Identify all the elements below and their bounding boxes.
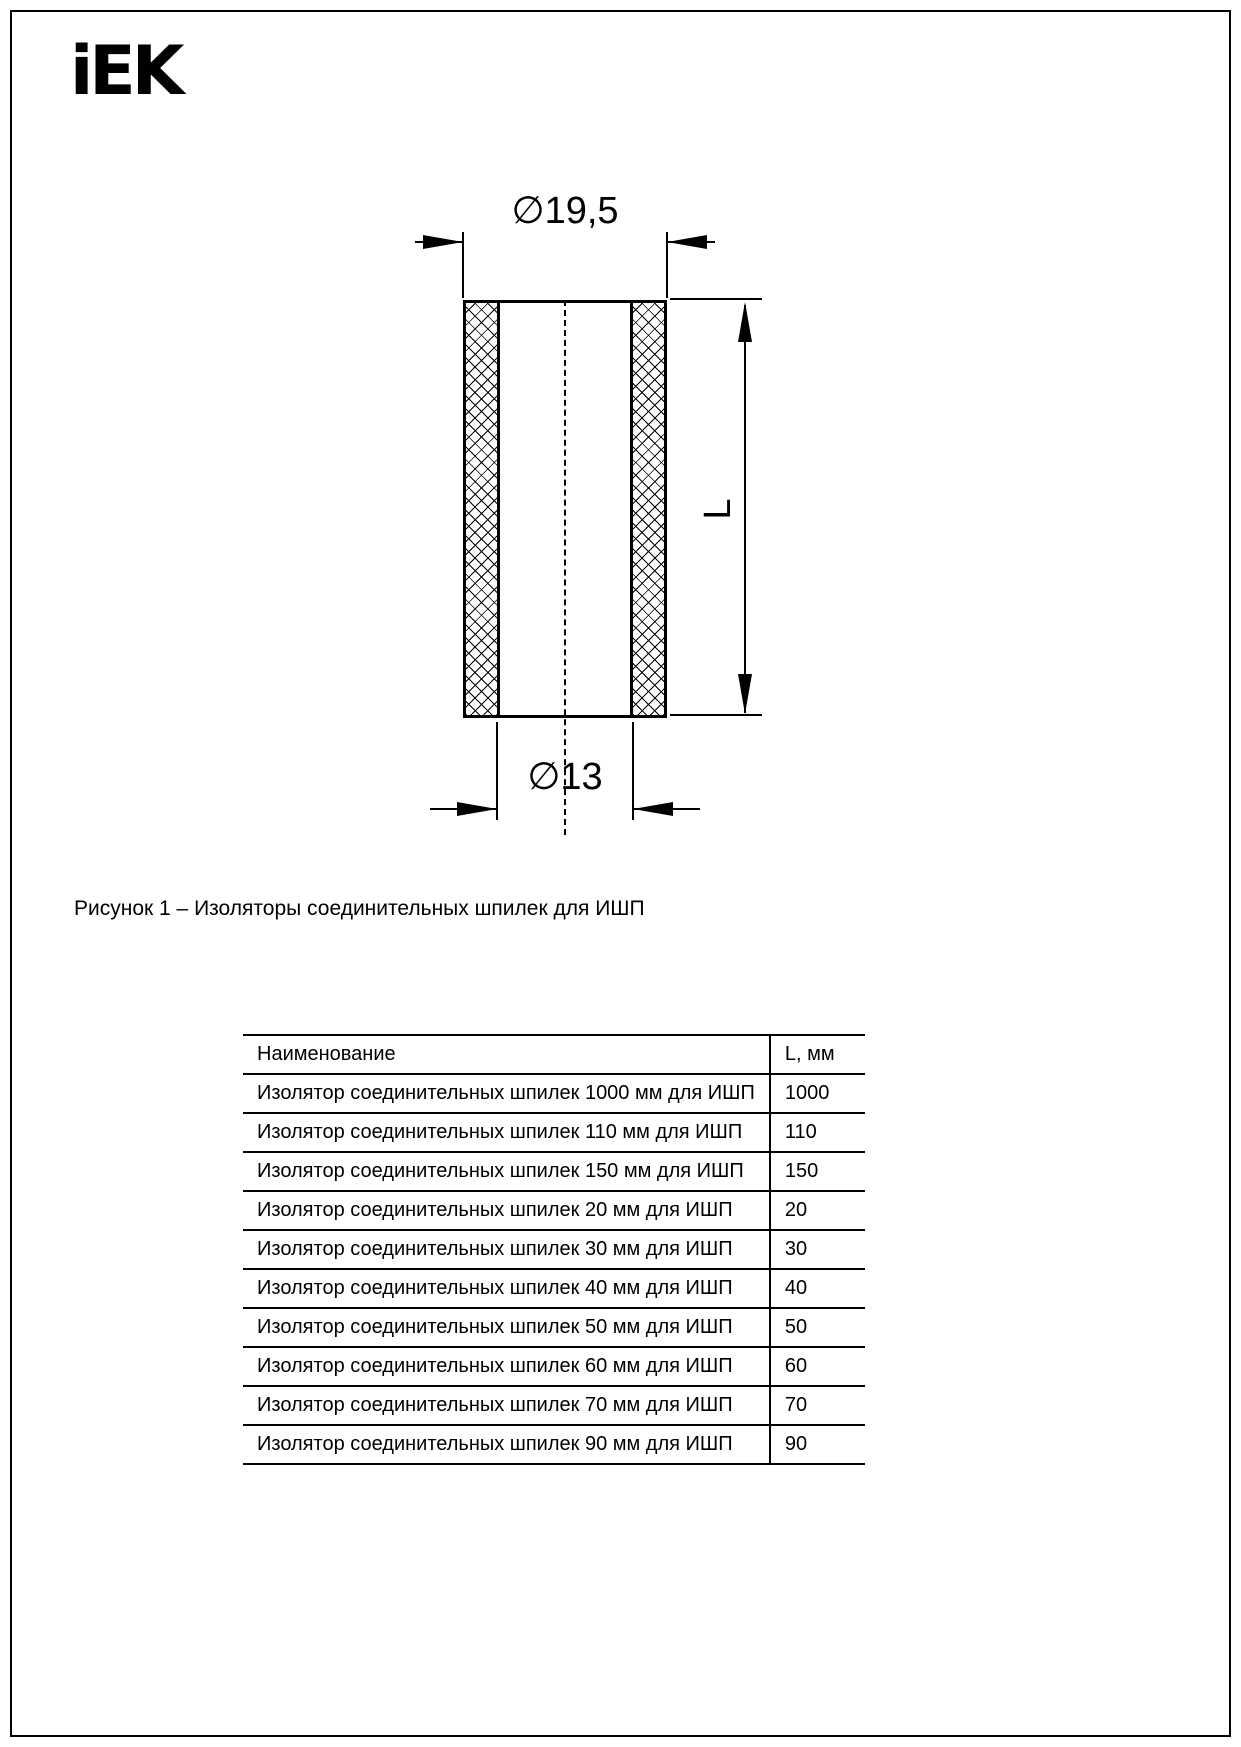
header-name: Наименование xyxy=(243,1035,770,1074)
table-row xyxy=(243,1230,865,1269)
dim-arrow-right-icon xyxy=(457,802,497,816)
length-value-cell: 40 xyxy=(770,1269,865,1308)
dim-arrow-up-icon xyxy=(738,302,752,342)
product-name-cell: Изолятор соединительных шпилек 40 мм для ИШП xyxy=(243,1269,770,1308)
product-name-cell: Изолятор соединительных шпилек 70 мм для ИШП xyxy=(243,1386,770,1425)
table-header-row xyxy=(243,1035,865,1074)
table-row xyxy=(243,1347,865,1386)
length-value-cell: 90 xyxy=(770,1425,865,1464)
table-row xyxy=(243,1074,865,1113)
length-value-cell: 110 xyxy=(770,1113,865,1152)
tube-wall-left-hatch xyxy=(463,300,500,718)
product-name-cell: Изолятор соединительных шпилек 60 мм для ИШП xyxy=(243,1347,770,1386)
table-row xyxy=(243,1269,865,1308)
length-value-cell: 70 xyxy=(770,1386,865,1425)
extension-line xyxy=(670,714,762,716)
product-name-cell: Изолятор соединительных шпилек 50 мм для ИШП xyxy=(243,1308,770,1347)
product-name-cell: Изолятор соединительных шпилек 110 мм для ИШП xyxy=(243,1113,770,1152)
table-row xyxy=(243,1386,865,1425)
product-name-cell: Изолятор соединительных шпилек 20 мм для ИШП xyxy=(243,1191,770,1230)
product-name-cell: Изолятор соединительных шпилек 90 мм для ИШП xyxy=(243,1425,770,1464)
product-name-cell: Изолятор соединительных шпилек 150 мм для ИШП xyxy=(243,1152,770,1191)
length-value-cell: 150 xyxy=(770,1152,865,1191)
extension-line xyxy=(670,298,762,300)
outer-diameter-label: ∅19,5 xyxy=(511,190,619,232)
dim-arrow-left-icon xyxy=(667,235,707,249)
table-row xyxy=(243,1425,865,1464)
length-value-cell: 20 xyxy=(770,1191,865,1230)
page-border xyxy=(10,10,1231,1737)
header-length: L, мм xyxy=(770,1035,865,1074)
inner-diameter-label: ∅13 xyxy=(527,756,603,798)
dim-arrow-left-icon xyxy=(633,802,673,816)
center-axis-line xyxy=(564,300,566,835)
dimension-line xyxy=(744,305,746,713)
table-row xyxy=(243,1113,865,1152)
length-label: L xyxy=(697,498,739,520)
iek-logo: iEK xyxy=(70,32,181,111)
table-row xyxy=(243,1308,865,1347)
product-name-cell: Изолятор соединительных шпилек 1000 мм для ИШП xyxy=(243,1074,770,1113)
product-name-cell: Изолятор соединительных шпилек 30 мм для ИШП xyxy=(243,1230,770,1269)
length-value-cell: 50 xyxy=(770,1308,865,1347)
length-value-cell: 1000 xyxy=(770,1074,865,1113)
tube-wall-right-hatch xyxy=(630,300,667,718)
figure-caption: Рисунок 1 – Изоляторы соединительных шпилек для ИШП xyxy=(74,897,645,920)
length-value-cell: 30 xyxy=(770,1230,865,1269)
dim-arrow-down-icon xyxy=(738,674,752,714)
spec-table xyxy=(243,1034,865,1465)
table-row xyxy=(243,1152,865,1191)
dim-arrow-right-icon xyxy=(423,235,463,249)
length-value-cell: 60 xyxy=(770,1347,865,1386)
table-row xyxy=(243,1191,865,1230)
